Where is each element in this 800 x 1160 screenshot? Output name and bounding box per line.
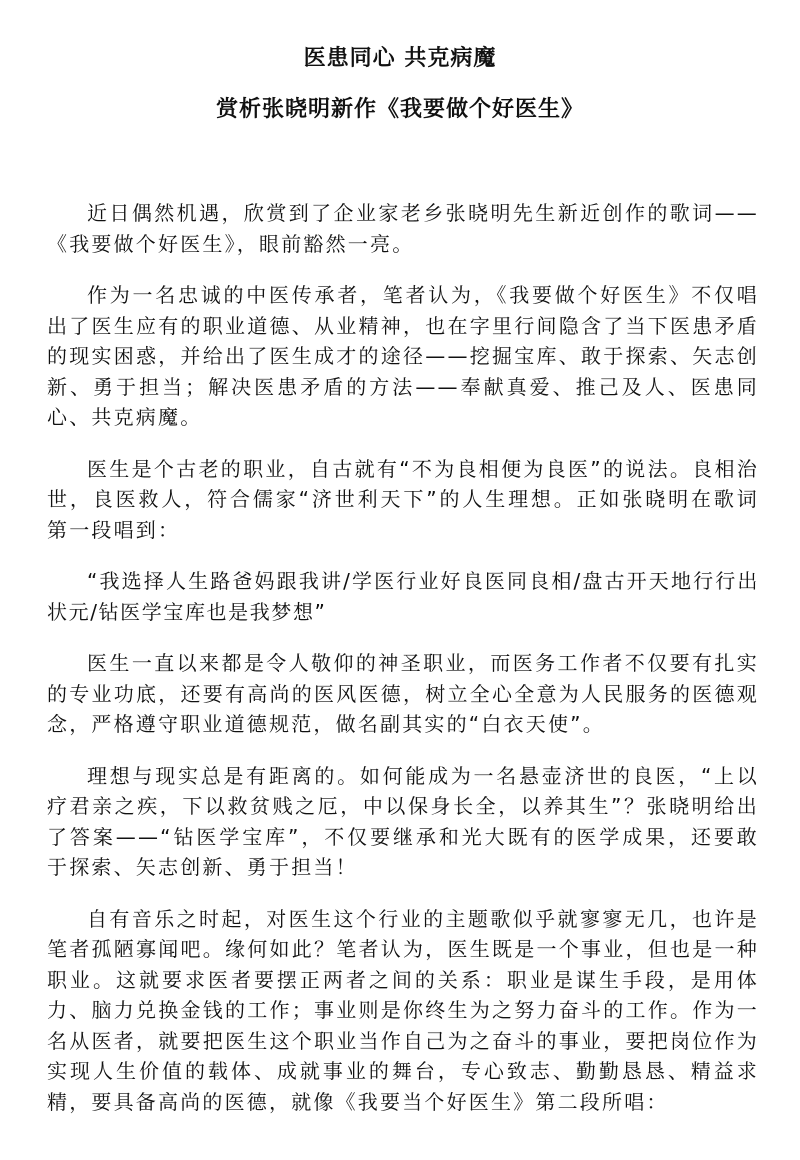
article-body — [47, 198, 759, 1138]
paragraph-5: 医生一直以来都是令人敬仰的神圣职业，而医务工作者不仅要有扎实的专业功底，还要有高尚的医风医德，树立全心全意为人民服务的医德观念，严格遵守职业道德规范，做名副其实的“白衣天使”。 — [47, 651, 759, 736]
paragraph-7: 自有音乐之时起，对医生这个行业的主题歌似乎就寥寥无几，也许是笔者孤陋寡闻吧。缘何如此？笔者认为，医生既是一个事业，但也是一种职业。这就要求医者要摆正两者之间的关系：职业是谋生手段，是用体力、脑力兑换金钱的工作；事业则是你终生为之努力奋斗的工作。作为一名从医者，就要把医生这个职业当作自己为之奋斗的事业，要把岗位作为实现人生价值的载体、成就事业的舞台，专心致志、勤勤恳恳、精益求精，要具备高尚的医德，就像《我要当个好医生》第二段所唱： — [47, 906, 759, 1114]
paragraph-2: 作为一名忠诚的中医传承者，笔者认为，《我要做个好医生》不仅唱出了医生应有的职业道德、从业精神，也在字里行间隐含了当下医患矛盾的现实困惑，并给出了医生成才的途径——挖掘宝库、敢于探索、矢志创新、勇于担当；解决医患矛盾的方法——奉献真爱、推己及人、医患同心、共克病魔。 — [47, 283, 759, 429]
paragraph-3: 医生是个古老的职业，自古就有“不为良相便为良医”的说法。良相治世，良医救人，符合儒家“济世利天下”的人生理想。正如张晓明在歌词第一段唱到： — [47, 456, 759, 542]
article-title: 医患同心 共克病魔 — [303, 46, 497, 71]
article-subtitle: 赏析张晓明新作《我要做个好医生》 — [215, 97, 584, 122]
paragraph-6: 理想与现实总是有距离的。如何能成为一名悬壶济世的良医，“上以疗君亲之疾，下以救贫贱之厄，中以保身长全，以养其生”？张晓明给出了答案——“钻医学宝库”，不仅要继承和光大既有的医学成果，还要敢于探索、矢志创新、勇于担当！ — [47, 763, 759, 879]
lyric-quote: “我选择人生路爸妈跟我讲/学医行业好良医同良相/盘古开天地行行出状元/钻医学宝库也是我梦想” — [47, 569, 759, 624]
paragraph-1: 近日偶然机遇，欣赏到了企业家老乡张晓明先生新近创作的歌词——《我要做个好医生》，眼前豁然一亮。 — [47, 201, 759, 256]
title-block — [0, 44, 800, 125]
